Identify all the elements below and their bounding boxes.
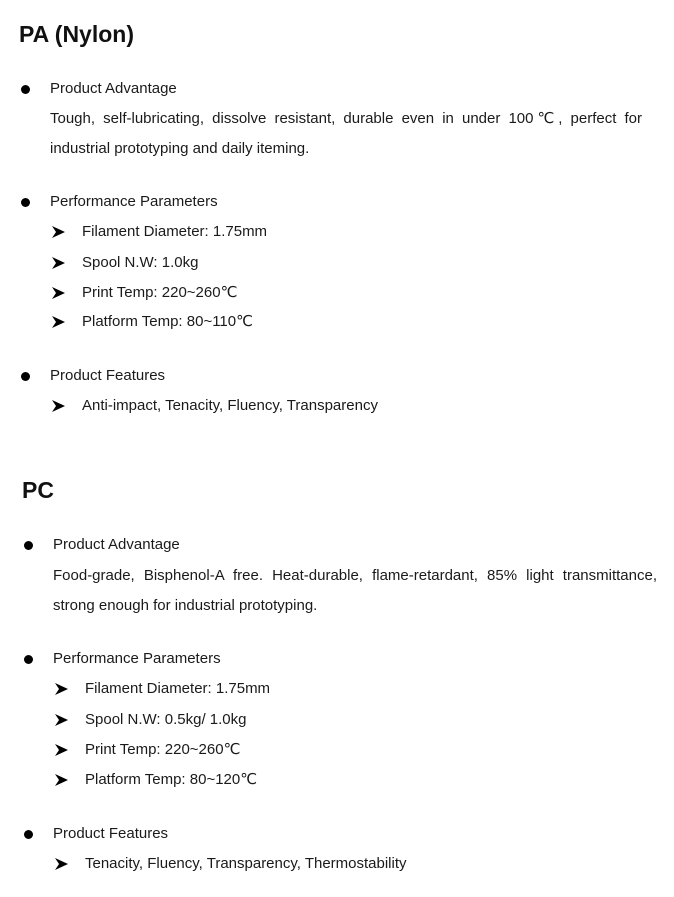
arrow-bullet-icon	[52, 287, 65, 299]
bullet-heading: Performance Parameters	[53, 650, 221, 667]
parameter-item	[0, 312, 674, 334]
bullet-heading: Product Features	[50, 367, 166, 384]
advantage-text: Tough, self-lubricating, dissolve resistant, durable even in under 100℃, perfect for industrial prototyping and daily iteming.	[50, 110, 642, 157]
arrow-bullet-icon	[52, 316, 65, 328]
bullet-performance-parameters	[0, 192, 674, 214]
feature-item	[0, 396, 674, 418]
feature-item	[0, 854, 674, 876]
bullet-product-advantage	[0, 79, 674, 101]
arrow-bullet-icon	[55, 858, 68, 870]
parameter-item	[0, 740, 674, 762]
parameter-item	[0, 679, 674, 701]
parameter-text: Print Temp: 220~260℃	[85, 741, 241, 758]
bullet-product-advantage	[0, 535, 674, 557]
bullet-heading: Product Advantage	[53, 536, 180, 553]
arrow-bullet-icon	[52, 400, 65, 412]
feature-text: Anti-impact, Tenacity, Fluency, Transparency	[82, 397, 378, 414]
bullet-dot-icon	[24, 830, 33, 839]
parameter-item	[0, 710, 674, 732]
bullet-dot-icon	[21, 85, 30, 94]
arrow-bullet-icon	[55, 683, 68, 695]
bullet-heading: Performance Parameters	[50, 193, 218, 210]
arrow-bullet-icon	[55, 714, 68, 726]
bullet-performance-parameters	[0, 649, 674, 671]
parameter-item	[0, 283, 674, 305]
feature-text: Tenacity, Fluency, Transparency, Thermostability	[85, 855, 407, 872]
arrow-bullet-icon	[55, 774, 68, 786]
bullet-dot-icon	[24, 541, 33, 550]
bullet-dot-icon	[21, 198, 30, 207]
bullet-dot-icon	[24, 655, 33, 664]
parameter-text: Spool N.W: 0.5kg/ 1.0kg	[85, 711, 247, 728]
section-title: PA (Nylon)	[19, 21, 134, 47]
parameter-text: Platform Temp: 80~120℃	[85, 771, 258, 788]
section-title: PC	[22, 477, 54, 503]
parameter-item	[0, 253, 674, 275]
parameter-text: Print Temp: 220~260℃	[82, 284, 238, 301]
arrow-bullet-icon	[52, 226, 65, 238]
parameter-text: Platform Temp: 80~110℃	[82, 313, 253, 330]
arrow-bullet-icon	[52, 257, 65, 269]
bullet-heading: Product Features	[53, 825, 169, 842]
advantage-text: Food-grade, Bisphenol-A free. Heat-durable, flame-retardant, 85% light transmittance, strong enough for industrial prototyping.	[53, 567, 657, 614]
bullet-product-features	[0, 824, 674, 846]
parameter-item	[0, 222, 674, 244]
parameter-text: Filament Diameter: 1.75mm	[82, 223, 268, 240]
bullet-heading: Product Advantage	[50, 80, 177, 97]
parameter-text: Spool N.W: 1.0kg	[82, 254, 199, 271]
parameter-text: Filament Diameter: 1.75mm	[85, 680, 271, 697]
parameter-item	[0, 770, 674, 792]
bullet-dot-icon	[21, 372, 30, 381]
bullet-product-features	[0, 366, 674, 388]
arrow-bullet-icon	[55, 744, 68, 756]
